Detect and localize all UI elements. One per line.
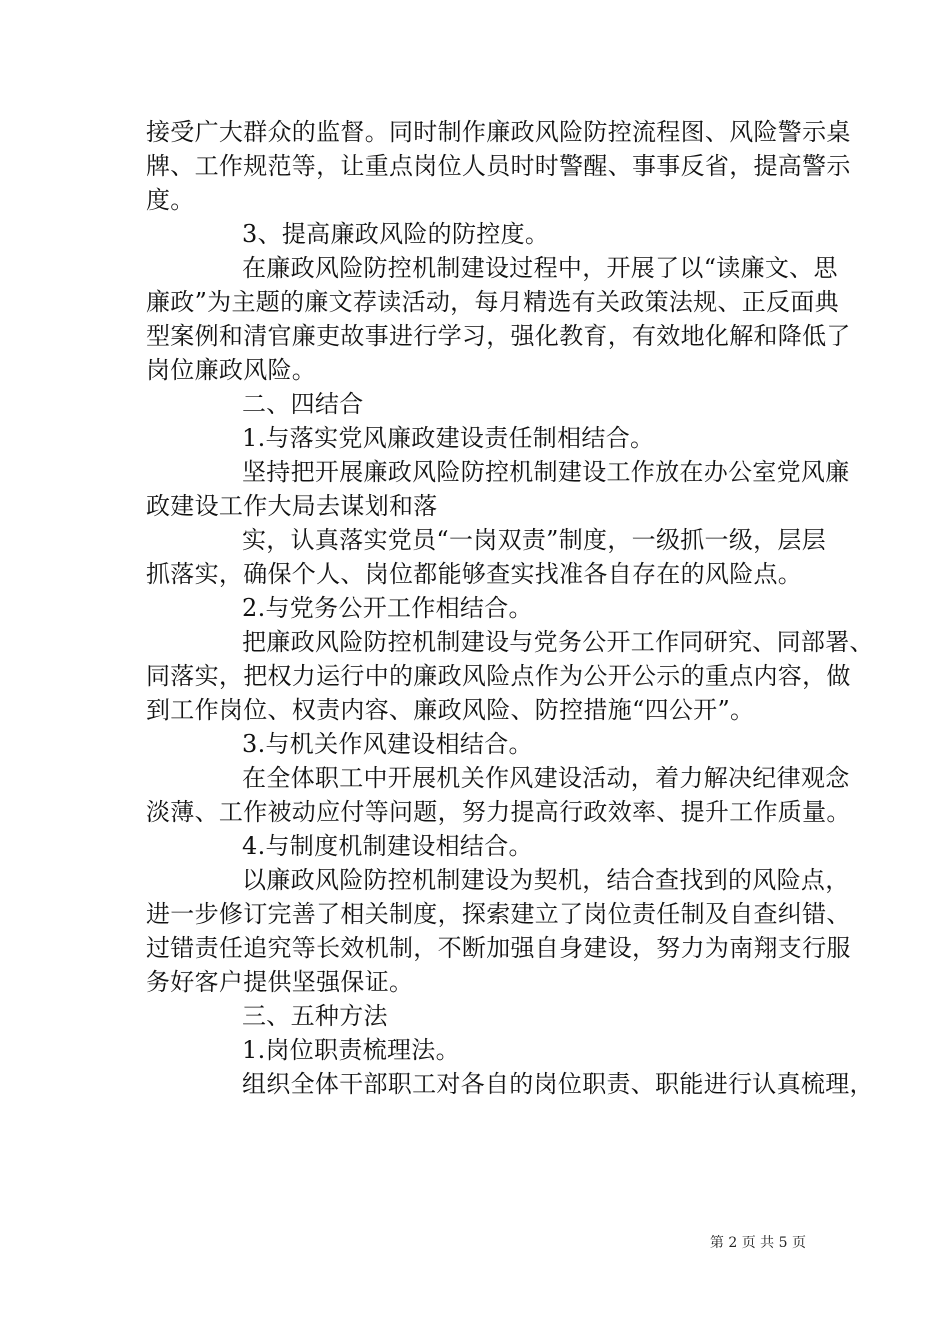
text-line: 实，认真落实党员“一岗双责”制度，一级抓一级，层层 [242,526,827,554]
text-line: 3、提高廉政风险的防控度。 [242,220,550,248]
text-line: 务好客户提供坚强保证。 [146,968,414,996]
text-line: 在廉政风险防控机制建设过程中，开展了以“读廉文、思 [242,254,838,282]
text-line: 同落实，把权力运行中的廉政风险点作为公开公示的重点内容，做 [146,662,851,690]
text-line: 以廉政风险防控机制建设为契机，结合查找到的风险点， [242,866,850,894]
document-body [146,115,874,1101]
text-line: 淡薄、工作被动应付等问题，努力提高行政效率、提升工作质量。 [146,798,851,826]
text-line: 组织全体干部职工对各自的岗位职责、职能进行认真梳理， [242,1070,874,1098]
text-line: 到工作岗位、权责内容、廉政风险、防控措施“四公开”。 [146,696,755,724]
text-line: 三、五种方法 [242,1002,388,1030]
text-line: 进一步修订完善了相关制度，探索建立了岗位责任制及自查纠错、 [146,900,851,928]
text-line: 岗位廉政风险。 [146,356,317,384]
text-line: 4.与制度机制建设相结合。 [242,832,533,860]
text-line: 坚持把开展廉政风险防控机制建设工作放在办公室党风廉 [242,458,850,486]
text-line: 度。 [146,186,195,214]
text-line: 二、四结合 [242,390,364,418]
text-line: 牌、工作规范等，让重点岗位人员时时警醒、事事反省，提高警示 [146,152,851,180]
text-line: 政建设工作大局去谋划和落 [146,492,438,520]
text-line: 1.岗位职责梳理法。 [242,1036,460,1064]
text-line: 抓落实，确保个人、岗位都能够查实找准各自存在的风险点。 [146,560,803,588]
text-line: 3.与机关作风建设相结合。 [242,730,533,758]
page-footer: 第 2 页 共 5 页 [709,1235,806,1251]
text-line: 1.与落实党风廉政建设责任制相结合。 [242,424,655,452]
text-line: 廉政”为主题的廉文荐读活动，每月精选有关政策法规、正反面典 [146,288,839,316]
text-line: 把廉政风险防控机制建设与党务公开工作同研究、同部署、 [242,628,874,656]
text-line: 在全体职工中开展机关作风建设活动，着力解决纪律观念 [242,764,850,792]
text-line: 2.与党务公开工作相结合。 [242,594,533,622]
text-line: 型案例和清官廉吏故事进行学习，强化教育，有效地化解和降低了 [146,322,851,350]
text-line: 过错责任追究等长效机制，不断加强自身建设，努力为南翔支行服 [146,934,851,962]
text-line: 接受广大群众的监督。同时制作廉政风险防控流程图、风险警示桌 [146,118,851,146]
